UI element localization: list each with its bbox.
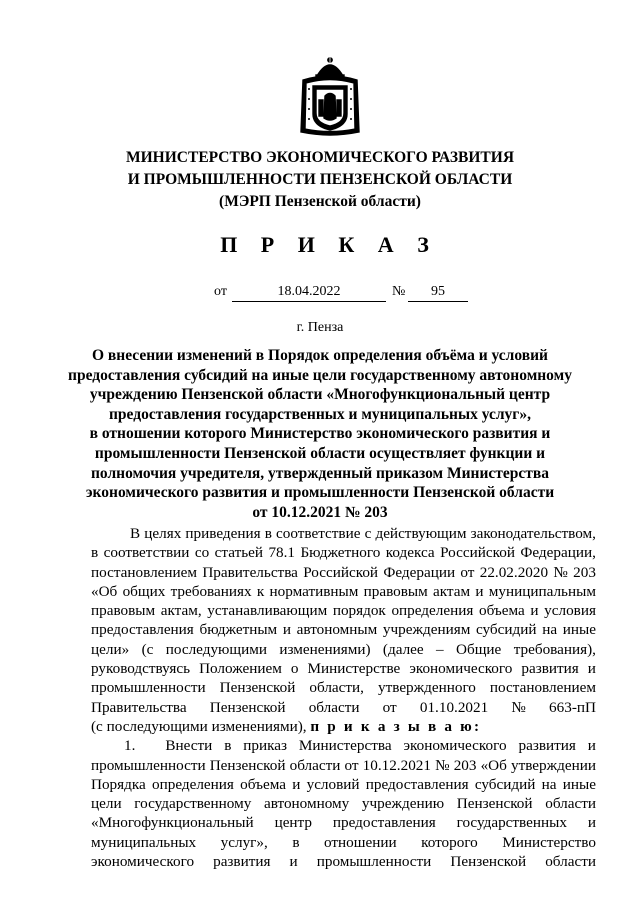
word: о (290, 660, 299, 678)
word: приказ (243, 737, 288, 755)
body-line (91, 524, 596, 543)
word: предоставления (332, 814, 436, 832)
word: № (511, 698, 526, 716)
word: Федерации, (520, 544, 596, 562)
word: действующим (375, 525, 467, 542)
word: статьей (214, 544, 263, 562)
word: учреждению (361, 795, 445, 813)
word: «Многофункциональный (91, 814, 254, 832)
word: условий (306, 775, 360, 793)
word: постановлением (489, 679, 596, 697)
word: 22.02.2020 (479, 563, 549, 581)
word: от (460, 563, 475, 581)
word: муниципальных (91, 833, 197, 851)
word: целях (144, 525, 182, 542)
word: государственному (134, 795, 252, 813)
word: постановлением (91, 563, 198, 581)
word: и (587, 660, 596, 678)
body-line (91, 620, 596, 639)
word: актам (433, 582, 471, 600)
word: автономному (263, 795, 350, 813)
subject-line: предоставления государственных и муниципальных услуг», (109, 405, 531, 423)
body-line (91, 775, 596, 794)
word: экономического (403, 737, 507, 755)
word: с (364, 525, 372, 542)
word: 203 (453, 756, 477, 774)
body-line-order (91, 717, 596, 736)
word: экономического (91, 853, 195, 871)
word: цели» (91, 640, 130, 658)
word: общих (122, 582, 166, 600)
word: на (542, 621, 558, 639)
word: государственных (456, 814, 567, 832)
word: Правительства (202, 563, 298, 581)
word: цели (91, 795, 122, 813)
ministry-header (0, 147, 640, 213)
word: актам, (160, 602, 202, 620)
word: субсидий (474, 775, 536, 793)
word: области, (309, 679, 364, 697)
word: (далее (382, 640, 424, 658)
word: и (282, 621, 291, 639)
word: Федерации (383, 563, 456, 581)
body-line (91, 813, 596, 832)
word: предоставления (91, 621, 194, 639)
subject-line: экономического развития и промышленности Пензенской области (85, 484, 555, 502)
body-line (91, 601, 596, 620)
number-label: № (392, 284, 406, 299)
document-type-title: П Р И К А З (220, 232, 438, 257)
word: 10.12.2021 (362, 756, 431, 774)
word: 663-пП (549, 698, 596, 716)
word: бюджетным (199, 621, 278, 639)
word: Внести (165, 737, 213, 755)
word: соответствии (103, 544, 190, 562)
word: 78.1 (268, 544, 296, 562)
word: в (292, 833, 300, 851)
word: условия (544, 602, 596, 620)
word: Министерство (502, 833, 596, 851)
list-item-text-wrap (165, 736, 596, 755)
word: экономического (409, 660, 513, 678)
word: Пензенской (219, 679, 296, 697)
word: Министерстве (307, 660, 401, 678)
word: Российской (440, 544, 515, 562)
subject-line: полномочия учредителя, утвержденный приказом Министерства (90, 464, 550, 482)
body-text: (с последующими изменениями), (91, 717, 307, 735)
word: развития (521, 660, 579, 678)
word: и (292, 775, 301, 793)
word: на (541, 775, 557, 793)
word: Российской (303, 563, 379, 581)
word: к (256, 582, 265, 600)
word: требования), (513, 640, 596, 658)
document-number: 95 (408, 284, 468, 302)
body-line (91, 582, 596, 601)
word: 203 (573, 563, 596, 581)
word: Пензенской (209, 756, 286, 774)
word: утверждении (510, 756, 596, 774)
document-city: г. Пенза (296, 320, 344, 335)
word: законодательством, (470, 525, 596, 542)
word: Пензенской (456, 795, 533, 813)
word: «Об (91, 582, 118, 600)
word: центр (274, 814, 312, 832)
body-line (91, 678, 596, 697)
word: и (289, 853, 298, 871)
word: Пензенской (450, 853, 527, 871)
ministry-name-line-1: МИНИСТЕРСТВО ЭКОНОМИЧЕСКОГО РАЗВИТИЯ (125, 149, 515, 166)
word: области (308, 698, 360, 716)
word: промышленности (91, 679, 206, 697)
word: предоставления (365, 775, 469, 793)
word: утвержденного (378, 679, 476, 697)
word: иные (562, 775, 596, 793)
body-line (91, 640, 596, 659)
word: Бюджетного (300, 544, 381, 562)
word: определения (152, 775, 234, 793)
word: области (545, 853, 596, 871)
word: развития (213, 853, 271, 871)
subject-line: предоставления субсидий на иные цели государственному автономному (68, 366, 572, 384)
word: руководствуясь (91, 660, 191, 678)
list-item-1-first-line (91, 736, 596, 755)
ministry-abbreviation: (МЭРП Пензенской области) (219, 193, 421, 210)
word: автономным (296, 621, 378, 639)
word: Пензенской (209, 698, 286, 716)
word: Министерства (298, 737, 392, 755)
document-body (91, 524, 596, 871)
word: в (264, 525, 272, 542)
word: устанавливающим (207, 602, 328, 620)
word: (с (141, 640, 154, 658)
word: В (130, 525, 141, 542)
word: кодекса (385, 544, 435, 562)
word: изменениями) (279, 640, 371, 658)
word: объема (478, 602, 525, 620)
word: от (382, 698, 397, 716)
word: правовым (91, 602, 156, 620)
word: – (436, 640, 444, 658)
word: в (224, 737, 232, 755)
list-item-number: 1. (124, 737, 136, 755)
body-line (91, 833, 596, 852)
word: требованиях (170, 582, 252, 600)
order-word: п р и к а з ы в а ю: (310, 717, 482, 735)
word: со (194, 544, 210, 562)
body-line (91, 698, 596, 717)
word: области (289, 756, 341, 774)
word: которого (421, 833, 478, 851)
word: отношении (324, 833, 397, 851)
word: и (587, 737, 596, 755)
subject-line: О внесении изменений в Порядок определения объёма и условий (92, 347, 548, 364)
body-line (91, 756, 596, 775)
word: «Об (480, 756, 507, 774)
word: и (475, 582, 484, 600)
word: соответствие (276, 525, 361, 542)
word: определения (391, 602, 474, 620)
word: нормативным (269, 582, 359, 600)
body-line (91, 543, 596, 562)
word: услуг», (220, 833, 268, 851)
word: промышленности (91, 756, 206, 774)
subject-line: от 10.12.2021 № 203 (252, 503, 388, 521)
document-date: 18.04.2022 (232, 284, 386, 302)
body-line (91, 852, 596, 871)
word: последующими (165, 640, 267, 658)
word: и (587, 814, 596, 832)
word: иные (562, 621, 596, 639)
word: в (91, 544, 99, 562)
document-date-number-line (0, 284, 640, 306)
word: субсидий (476, 621, 537, 639)
penza-region-coat-of-arms-icon (299, 56, 361, 136)
word: области (545, 795, 596, 813)
word: порядок (332, 602, 386, 620)
word: развития (518, 737, 576, 755)
word: Правительства (91, 698, 187, 716)
word: 01.10.2021 (419, 698, 489, 716)
body-line (91, 794, 596, 813)
subject-line: в отношении которого Министерство экономического развития и (89, 425, 551, 443)
word: объема (240, 775, 286, 793)
body-line (91, 659, 596, 678)
word: № (435, 756, 450, 774)
date-label: от (214, 284, 227, 299)
document-subject (0, 346, 640, 522)
word: Общие (456, 640, 502, 658)
word: приведения (185, 525, 261, 542)
subject-line: учреждению Пензенской области «Многофункциональный центр (89, 386, 551, 404)
word: от (344, 756, 359, 774)
word: Положением (199, 660, 282, 678)
word: муниципальным (488, 582, 596, 600)
word: и (530, 602, 539, 620)
word: № (553, 563, 568, 581)
word: промышленности (316, 853, 432, 871)
word: учреждениям (382, 621, 471, 639)
ministry-name-line-2: И ПРОМЫШЛЕННОСТИ ПЕНЗЕНСКОЙ ОБЛАСТИ (127, 171, 513, 188)
word: Порядка (91, 775, 146, 793)
word: правовым (363, 582, 428, 600)
subject-line: промышленности Пензенской области осуществляет функции и (94, 444, 546, 462)
body-line (91, 563, 596, 582)
